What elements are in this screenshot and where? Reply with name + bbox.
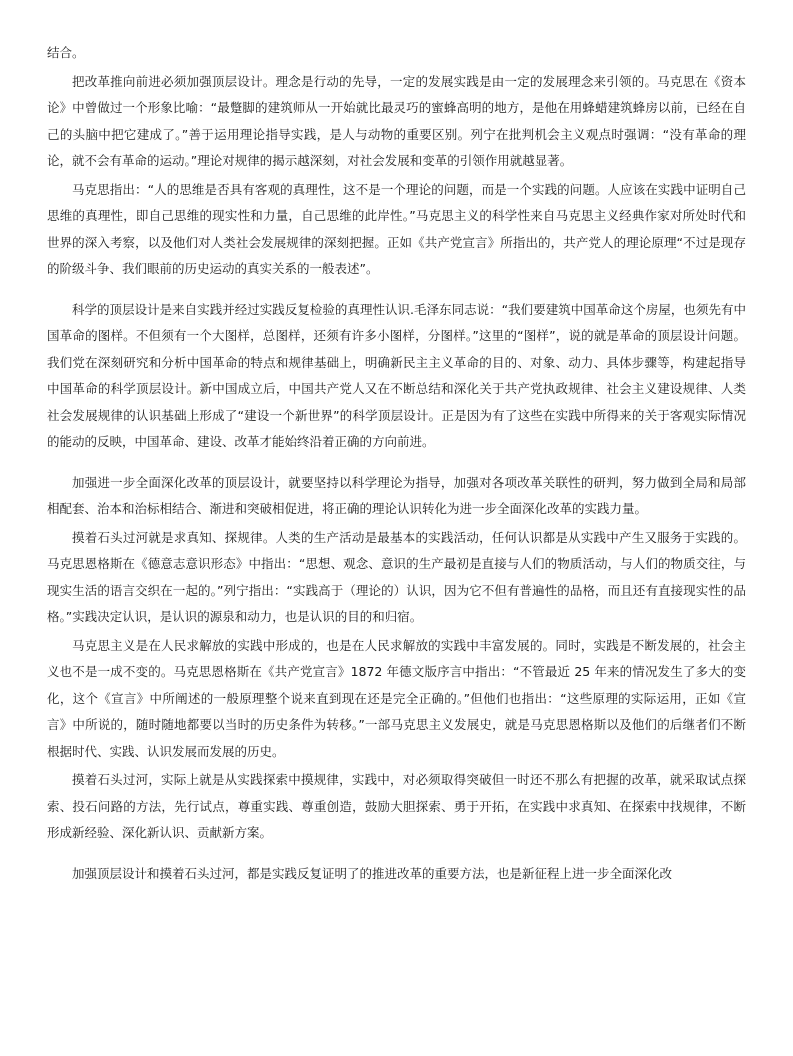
- paragraph-top-level-design: 把改革推向前进必须加强顶层设计。理念是行动的先导，一定的发展实践是由一定的发展理念来引领的。马克思在《资本论》中曾做过一个形象比喻：“最蹩脚的建筑师从一开始就比最灵巧的蜜蜂高明的地方，是他在用蜂蜡建筑蜂房以前，已经在自己的头脑中把它建成了。”善于运用理论指导实践，是人与动物的重要区别。列宁在批判机会主义观点时强调：“没有革命的理论，就不会有革命的运动。”理论对规律的揭示越深刻，对社会发展和变革的引领作用就越显著。: [47, 73, 746, 168]
- paragraph-conclusion: 加强顶层设计和摸着石头过河，都是实践反复证明了的推进改革的重要方法，也是新征程上进一步全面深化改: [72, 865, 673, 881]
- paragraph-continuation: 结合。: [47, 45, 85, 60]
- paragraph-crossing-river: 摸着石头过河就是求真知、探规律。人类的生产活动是最基本的实践活动，任何认识都是从实践中产生又服务于实践的。马克思恩格斯在《德意志意识形态》中指出：“思想、观念、意识的生产最初是直接与人们的物质活动，与人们的物质交往，与现实生活的语言交织在一起的。”列宁指出：“实践高于（理论的）认识，因为它不但有普遍性的品格，而且还有直接现实性的品格。”实践决定认识，是认识的源泉和动力，也是认识的目的和归宿。: [47, 529, 746, 624]
- paragraph-scientific-design: 科学的顶层设计是来自实践并经过实践反复检验的真理性认识.毛泽东同志说：“我们要建筑中国革命这个房屋，也须先有中国革命的图样。不但须有一个大图样，总图样，还须有许多小图样，分图样。”这里的“图样”，说的就是革命的顶层设计问题。我们党在深刻研究和分析中国革命的特点和规律基础上，明确新民主主义革命的目的、对象、动力、具体步骤等，构建起指导中国革命的科学顶层设计。新中国成立后，中国共产党人又在不断总结和深化关于共产党执政规律、社会主义建设规律、人类社会发展规律的认识基础上形成了“建设一个新世界”的科学顶层设计。正是因为有了这些在实践中所得来的关于客观实际情况的能动的反映，中国革命、建设、改革才能始终沿着正确的方向前进。: [47, 301, 746, 449]
- paragraph-practice-exploration: 摸着石头过河，实际上就是从实践探索中摸规律，实践中，对必须取得突破但一时还不那么有把握的改革，就采取试点探索、投石问路的方法，先行试点，尊重实践、尊重创造，鼓励大胆探索、勇于开拓，在实践中求真知、在探索中找规律，不断形成新经验、深化新认识、贡献新方案。: [47, 772, 746, 840]
- paragraph-marx-practice: 马克思指出：“人的思维是否具有客观的真理性，这不是一个理论的问题，而是一个实践的问题。人应该在实践中证明自己思维的真理性，即自己思维的现实性和力量，自己思维的此岸性。”马克思主义的科学性来自马克思主义经典作家对所处时代和世界的深入考察，以及他们对人类社会发展规律的深刻把握。正如《共产党宣言》所指出的，共产党人的理论原理“不过是现存的阶级斗争、我们眼前的历史运动的真实关系的一般表述”。: [47, 181, 746, 276]
- paragraph-deepen-reform: 加强进一步全面深化改革的顶层设计，就要坚持以科学理论为指导，加强对各项改革关联性的研判，努力做到全局和局部相配套、治本和治标相结合、渐进和突破相促进，将正确的理论认识转化为进一步全面深化改革的实践力量。: [47, 474, 746, 516]
- paragraph-marxism-development: 马克思主义是在人民求解放的实践中形成的，也是在人民求解放的实践中丰富发展的。同时，实践是不断发展的，社会主义也不是一成不变的。马克思恩格斯在《共产党宣言》1872 年德文版序言中指出：“不管最近 25 年来的情况发生了多大的变化，这个《宣言》中所阐述的一般原理整个说来直到现在还是完全正确的。”但他们也指出：“这些原理的实际运用，正如《宣言》中所说的，随时随地都要以当时的历史条件为转移。”一部马克思主义发展史，就是马克思恩格斯以及他们的后继者们不断根据时代、实践、认识发展而发展的历史。: [47, 637, 746, 759]
